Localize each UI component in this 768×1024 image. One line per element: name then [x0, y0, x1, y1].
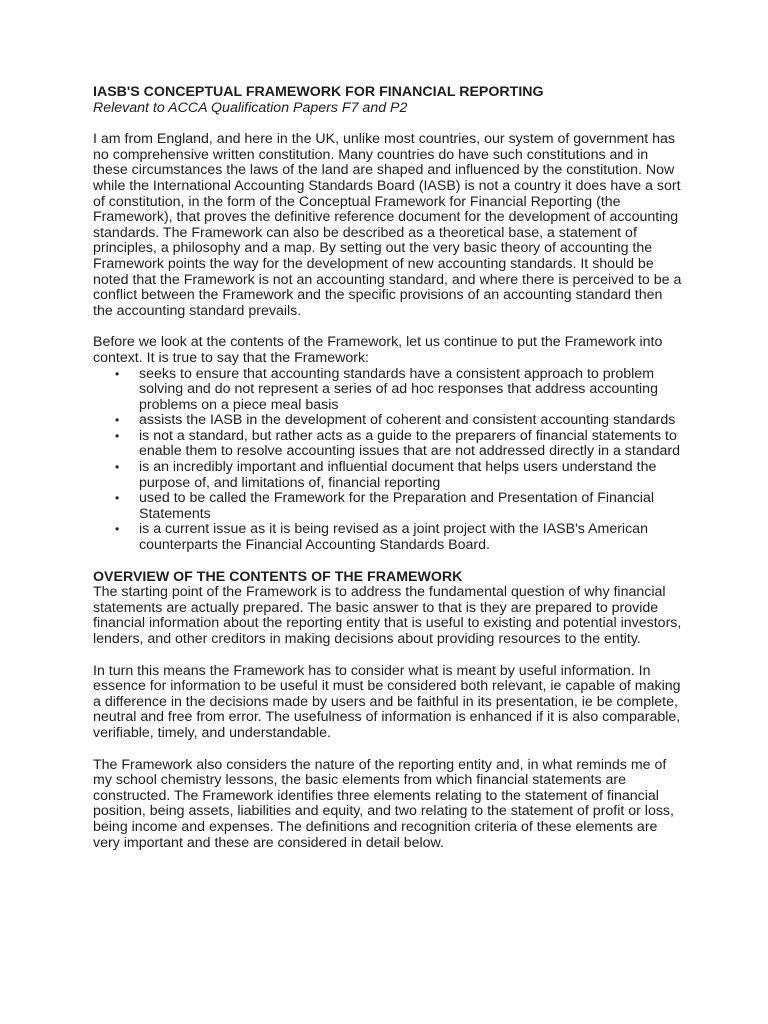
list-item-text: is a current issue as it is being revised as a joint project with the IASB's American counterparts the Financial Accounting Standards Board.: [139, 521, 648, 554]
bullet-icon: •: [115, 413, 120, 428]
section-paragraph: The Framework also considers the nature of the reporting entity and, in what reminds me of my school chemistry lessons, the basic elements from which financial statements are constructed. The Framework identifies three elements relating to the statement of financial position, being assets, liabilities and equity, and two relating to the statement of profit or loss, being income and expenses. The definitions and recognition criteria of these elements are very important and these are considered in detail below.: [93, 756, 674, 851]
list-item: [115, 490, 683, 522]
bullet-icon: •: [115, 460, 120, 475]
list-item: [115, 412, 683, 429]
list-item-text: seeks to ensure that accounting standards have a consistent approach to problem solving and do not represent a series of ad hoc responses that address accounting problems on a piece meal basis: [139, 365, 658, 413]
list-item-text: is not a standard, but rather acts as a guide to the preparers of financial statements to enable them to resolve accounting issues that are not addressed directly in a standard: [139, 427, 681, 460]
section-heading: OVERVIEW OF THE CONTENTS OF THE FRAMEWORK: [93, 568, 463, 585]
framework-bullet-list: [93, 367, 683, 554]
list-item-text: assists the IASB in the development of coherent and consistent accounting standards: [139, 412, 676, 429]
document-page: [93, 85, 683, 867]
bullet-icon: •: [115, 522, 120, 537]
context-paragraph: Before we look at the contents of the Framework, let us continue to put the Framework into context. It is true to say that the Framework:: [93, 334, 663, 366]
list-item-text: is an incredibly important and influential document that helps users understand the purpose of, and limitations of, financial reporting: [139, 459, 657, 491]
bullet-icon: •: [115, 491, 120, 506]
section-paragraph: The starting point of the Framework is to address the fundamental question of why financial statements are actually prepared. The basic answer to that is they are prepared to provide financial information about the reporting entity that is useful to existing and potential investors, lenders, and other creditors in making decisions about providing resources to the entity.: [93, 584, 682, 647]
list-item: [115, 521, 683, 554]
intro-paragraph: I am from England, and here in the UK, unlike most countries, our system of government has no comprehensive written constitution. Many countries do have such constitutions and in these circumstances the laws of the land are shaped and influenced by the constitution. Now while the International Accounting Standards Board (IASB) is not a country it does have a sort of constitution, in the form of the Conceptual Framework for Financial Reporting (the Framework), that proves the definitive reference document for the development of accounting standards. The Framework can also be described as a theoretical base, a statement of principles, a philosophy and a map. By setting out the very basic theory of accounting the Framework points the way for the development of new accounting standards. It should be noted that the Framework is not an accounting standard, and where there is perceived to be a conflict between the Framework and the specific provisions of an accounting standard then the accounting standard prevails.: [93, 131, 682, 319]
list-item: [115, 427, 683, 460]
list-item: [115, 459, 683, 491]
document-subtitle: Relevant to ACCA Qualification Papers F7 and P2: [93, 99, 408, 116]
list-item-text: used to be called the Framework for the Preparation and Presentation of Financial Statements: [139, 490, 654, 522]
bullet-icon: •: [115, 428, 120, 443]
list-item: [115, 365, 683, 414]
document-title: IASB'S CONCEPTUAL FRAMEWORK FOR FINANCIAL REPORTING: [93, 84, 544, 100]
bullet-icon: •: [115, 366, 120, 381]
section-paragraph: In turn this means the Framework has to consider what is meant by useful information. In essence for information to be useful it must be considered both relevant, ie capable of making a difference in the decisions made by users and be faithful in its presentation, ie be complete, neutral and free from error. The usefulness of information is enhanced if it is also comparable, verifiable, timely, and understandable.: [93, 662, 681, 741]
